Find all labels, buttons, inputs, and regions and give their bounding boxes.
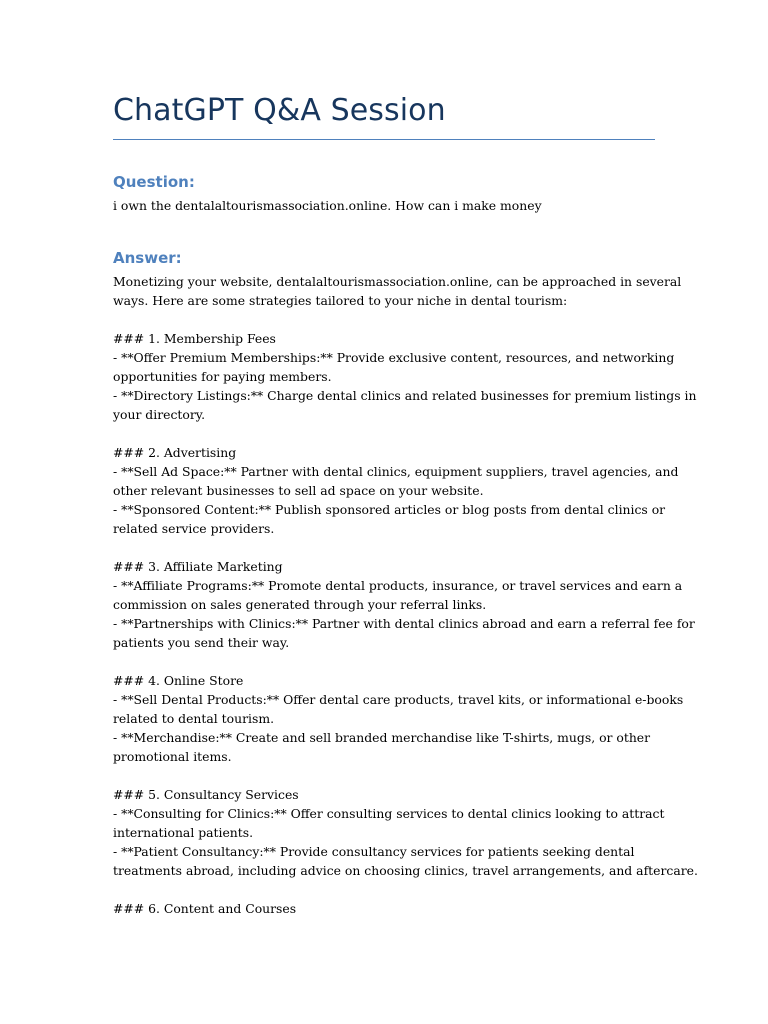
- answer-line: - **Affiliate Programs:** Promote dental products, insurance, or travel services and earn a: [113, 578, 683, 593]
- blank-line: [113, 766, 658, 785]
- answer-line: - **Directory Listings:** Charge dental clinics and related businesses for premium listings in: [113, 388, 697, 403]
- answer-line: - **Sponsored Content:** Publish sponsored articles or blog posts from dental clinics or: [113, 502, 666, 517]
- blank-line: [113, 652, 658, 671]
- section-heading-line: ### 2. Advertising: [113, 445, 237, 460]
- answer-heading: Answer:: [113, 249, 182, 267]
- answer-line: treatments abroad, including advice on choosing clinics, travel arrangements, and aftercare.: [113, 863, 698, 878]
- answer-text: [113, 272, 698, 918]
- section-heading-line: ### 1. Membership Fees: [113, 331, 276, 346]
- answer-line: promotional items.: [113, 749, 232, 764]
- answer-line: - **Sell Ad Space:** Partner with dental clinics, equipment suppliers, travel agencies, and: [113, 464, 679, 479]
- answer-line: - **Merchandise:** Create and sell branded merchandise like T-shirts, mugs, or other: [113, 730, 651, 745]
- title-divider: [113, 139, 655, 140]
- section-heading-line: ### 6. Content and Courses: [113, 901, 297, 916]
- blank-line: [113, 880, 658, 899]
- answer-line: commission on sales generated through your referral links.: [113, 597, 487, 612]
- answer-line: - **Consulting for Clinics:** Offer consulting services to dental clinics looking to attract: [113, 806, 665, 821]
- blank-line: [113, 310, 658, 329]
- answer-line: related service providers.: [113, 521, 275, 536]
- blank-line: [113, 424, 658, 443]
- question-heading: Question:: [113, 173, 195, 191]
- answer-line: opportunities for paying members.: [113, 369, 332, 384]
- answer-line: related to dental tourism.: [113, 711, 275, 726]
- answer-line: Monetizing your website, dentalaltourismassociation.online, can be approached in several: [113, 274, 682, 289]
- answer-line: other relevant businesses to sell ad space on your website.: [113, 483, 484, 498]
- section-heading-line: ### 4. Online Store: [113, 673, 244, 688]
- answer-line: - **Partnerships with Clinics:** Partner with dental clinics abroad and earn a referral fee for: [113, 616, 695, 631]
- answer-line: your directory.: [113, 407, 206, 422]
- document-title: ChatGPT Q&A Session: [113, 93, 446, 128]
- section-heading-line: ### 3. Affiliate Marketing: [113, 559, 283, 574]
- blank-line: [113, 538, 658, 557]
- answer-line: - **Sell Dental Products:** Offer dental care products, travel kits, or informational e-books: [113, 692, 684, 707]
- answer-line: ways. Here are some strategies tailored to your niche in dental tourism:: [113, 293, 568, 308]
- answer-line: - **Offer Premium Memberships:** Provide exclusive content, resources, and networking: [113, 350, 675, 365]
- question-text: i own the dentalaltourismassociation.online. How can i make money: [113, 198, 542, 213]
- answer-line: patients you send their way.: [113, 635, 290, 650]
- section-heading-line: ### 5. Consultancy Services: [113, 787, 299, 802]
- answer-line: international patients.: [113, 825, 254, 840]
- answer-line: - **Patient Consultancy:** Provide consultancy services for patients seeking dental: [113, 844, 635, 859]
